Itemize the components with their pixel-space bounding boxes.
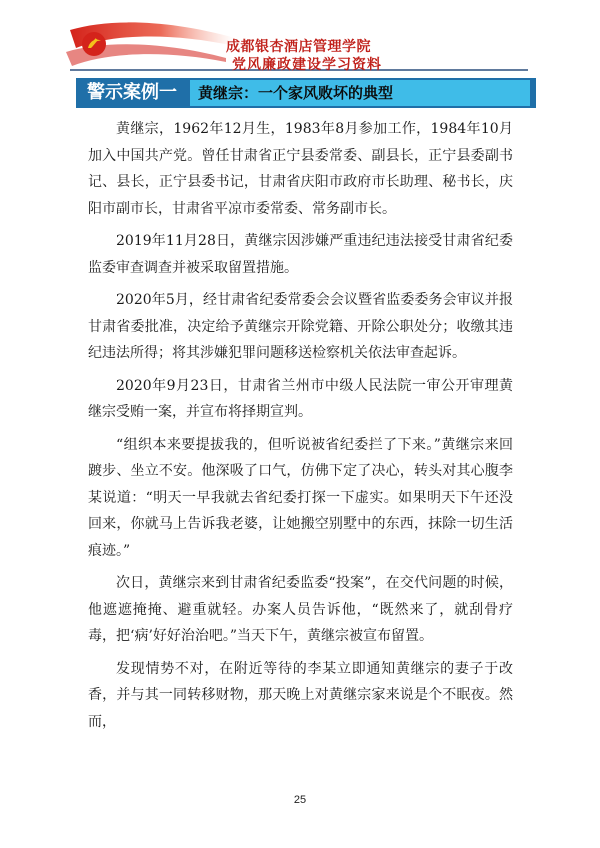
- article-body: [88, 116, 513, 735]
- paragraph: 2020年9月23日，甘肃省兰州市中级人民法院一审公开审理黄继宗受贿一案，并宣布将择期宣判。: [88, 377, 513, 420]
- paragraph: 次日，黄继宗来到甘肃省纪委监委“投案”，在交代问题的时候，他遮遮掩掩、避重就轻。办案人员告诉他，“既然来了，就刮骨疗毒，把‘病’好好治治吧。”当天下午，黄继宗被宣布留置。: [88, 575, 513, 644]
- party-emblem-icon: [82, 32, 106, 56]
- page-header: [0, 0, 600, 78]
- organization-name: 成都银杏酒店管理学院: [226, 39, 371, 55]
- paragraph: 黄继宗，1962年12月生，1983年8月参加工作，1984年10月加入中国共产党。曾任甘肃省正宁县委常委、副县长，正宁县委副书记、县长，正宁县委书记，甘肃省庆阳市政府市长助理、秘书长，庆阳市副市长，甘肃省平凉市委常委、常务副市长。: [88, 121, 513, 217]
- case-label: 警示案例一: [76, 78, 188, 108]
- page-number: 25: [293, 794, 307, 806]
- paragraph: “组织本来要提拔我的，但听说被省纪委拦了下来。”黄继宗来回踱步、坐立不安。他深吸了口气，仿佛下定了决心，转头对其心腹李某说道：“明天一早我就去省纪委打探一下虚实。如果明天下午还没回来，你就马上告诉我老婆，让她搬空别墅中的东西，抹除一切生活痕迹。”: [88, 436, 513, 559]
- case-title: 黄继宗：一个家风败坏的典型: [190, 80, 530, 106]
- paragraph: 2020年5月，经甘肃省纪委常委会会议暨省监委委务会审议并报甘肃省委批准，决定给予黄继宗开除党籍、开除公职处分；收缴其违纪违法所得；将其涉嫌犯罪问题移送检察机关依法审查起诉。: [88, 292, 513, 361]
- paragraph: 发现情势不对，在附近等待的李某立即通知黄继宗的妻子于改香，并与其一同转移财物，那天晚上对黄继宗家来说是个不眠夜。然而，: [88, 660, 513, 730]
- document-subtitle: 党风廉政建设学习资料: [232, 57, 382, 73]
- paragraph: 2019年11月28日，黄继宗因涉嫌严重违纪违法接受甘肃省纪委监委审查调查并被采取留置措施。: [88, 233, 513, 276]
